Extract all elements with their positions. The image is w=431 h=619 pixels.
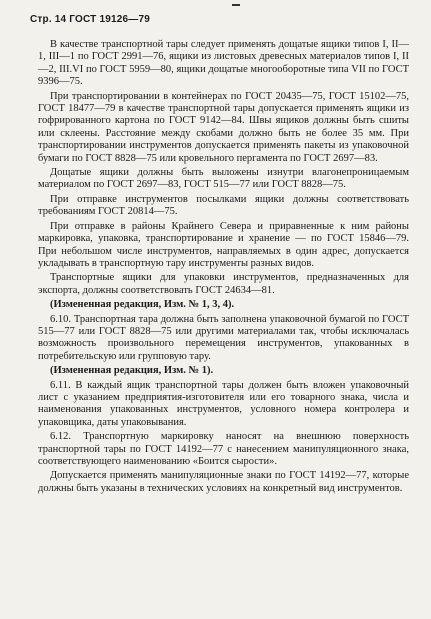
page-header: Стр. 14 ГОСТ 19126—79 <box>30 14 150 25</box>
paragraph-box-lining: Дощатые ящики должны быть выложены изнутри влагонепроницаемым материалом по ГОСТ 2697—83, ГОСТ 515—77 или ГОСТ 8828—75. <box>38 167 409 191</box>
paragraph-6-10: 6.10. Транспортная тара должна быть заполнена упаковочной бумагой по ГОСТ 515—77 или ГОСТ 8828—75 или другими материалами так, чтобы исключалась возможность произвольного перемещения инструментов, упакованных в потребительскую или групповую тару. <box>38 313 409 362</box>
amendment-note: (Измененная редакция, Изм. № 1). <box>50 365 214 377</box>
paragraph-6-11: 6.11. В каждый ящик транспортной тары должен быть вложен упаковочный лист с указанием предприятия-изготовителя или его товарного знака, числа и наименования упакованных инструментов, условного номера контролера и упаковщика, даты упаковывания. <box>38 379 409 428</box>
paragraph-6-12: 6.12. Транспортную маркировку наносят на внешнюю поверхность транспортной тары по ГОСТ 14192—77 с нанесением манипуляционного знака, соответствующего наименованию «Боится сырости». <box>38 431 409 467</box>
paragraph-transport-containers: В качестве транспортной тары следует применять дощатые ящики типов I, II—1, III—1 по ГОСТ 2991—76, ящики из листовых древесных материалов типов I, II—2, III.VI по ГОСТ 5959—80, ящики дощатые многооборотные типа VII по ГОСТ 9396—75. <box>38 39 409 88</box>
paragraph-export: Транспортные ящики для упаковки инструментов, предназначенных для экспорта, должны соответствовать ГОСТ 24634—81. <box>38 272 409 296</box>
amendment-note: (Измененная редакция, Изм. № 1, 3, 4). <box>50 299 235 311</box>
paragraph-handling-marks: Допускается применять манипуляционные знаки по ГОСТ 14192—77, которые должны быть указаны в технических условиях на конкретный вид инструментов. <box>38 470 409 494</box>
print-mark <box>232 4 240 6</box>
paragraph-container-transport: При транспортировании в контейнерах по ГОСТ 20435—75, ГОСТ 15102—75, ГОСТ 18477—79 в качестве транспортной тары допускается применять ящики из гофрированного картона по ГОСТ 9142—84. Швы ящиков должны быть сшиты или склеены. Расстояние между скобами должно быть не более 35 мм. При транспортировании инструментов допускается применять пакеты из упаковочной бумаги по ГОСТ 8828—75 или кровельного пергамента по ГОСТ 2697—83. <box>38 90 409 164</box>
paragraph-far-north: При отправке в районы Крайнего Севера и приравненные к ним районы маркировка, упаковка, транспортирование и хранение — по ГОСТ 15846—79. При небольшом числе инструментов, направляемых в один адрес, допускается укладывать в транспортную тару инструменты разных видов. <box>38 220 409 269</box>
paragraph-parcel-shipping: При отправке инструментов посылками ящики должны соответствовать требованиям ГОСТ 20814—75. <box>38 193 409 218</box>
